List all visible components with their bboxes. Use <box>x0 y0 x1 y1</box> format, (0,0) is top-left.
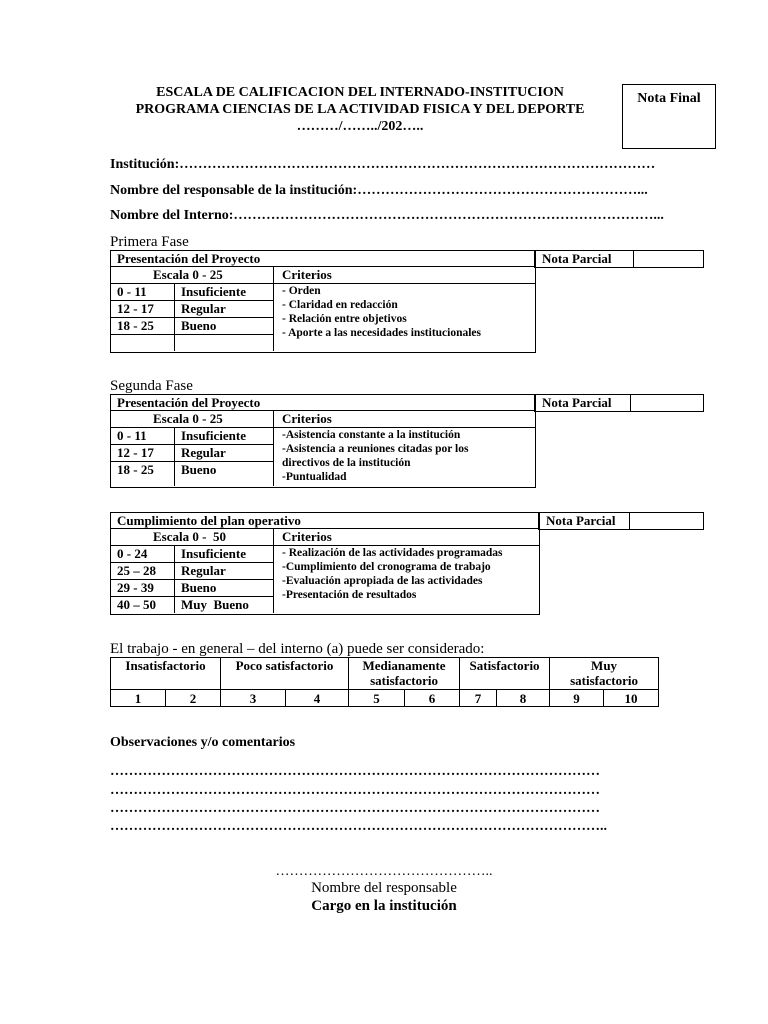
rating-option-7[interactable]: 7 <box>460 690 497 707</box>
rating-option-6[interactable]: 6 <box>405 690 460 707</box>
fase2-criterio: -Asistencia a reuniones citadas por los <box>282 443 469 455</box>
title-line-1: ESCALA DE CALIFICACION DEL INTERNADO-INSTITUCION <box>156 85 564 100</box>
fase2-header: Presentación del Proyecto <box>117 395 261 410</box>
observaciones-line[interactable]: …………………………………………………………………………………………… <box>110 764 600 779</box>
plan-criterios-label: Criterios <box>282 529 332 544</box>
fase2-label: Bueno <box>181 462 217 477</box>
plan-vline <box>273 528 274 613</box>
fase2-criterio: -Asistencia constante a la institución <box>282 429 461 441</box>
title-line-2: PROGRAMA CIENCIAS DE LA ACTIVIDAD FISICA Y DEL DEPORTE <box>135 102 585 117</box>
plan-range: 40 – 50 <box>117 597 156 612</box>
fase1-divider <box>110 334 274 335</box>
plan-header: Cumplimiento del plan operativo <box>117 513 301 528</box>
observaciones-title: Observaciones y/o comentarios <box>110 735 296 750</box>
primera-fase-title: Primera Fase <box>110 234 189 250</box>
plan-label: Bueno <box>181 580 217 595</box>
rating-option-8[interactable]: 8 <box>497 690 550 707</box>
nota-final-label: Nota Final <box>637 91 701 106</box>
rating-option-5[interactable]: 5 <box>349 690 405 707</box>
rating-option-1[interactable]: 1 <box>111 690 166 707</box>
fase1-escala: Escala 0 - 25 <box>153 267 223 282</box>
signature-line[interactable]: ……………………………………….. <box>275 864 493 879</box>
rating-category: Poco satisfactorio <box>221 658 349 690</box>
segunda-fase-title: Segunda Fase <box>110 378 193 394</box>
plan-range: 25 – 28 <box>117 563 156 578</box>
rating-category: Insatisfactorio <box>111 658 221 690</box>
rating-option-10[interactable]: 10 <box>604 690 659 707</box>
plan-nota-parcial: Nota Parcial <box>546 513 616 528</box>
fase2-criterios-label: Criterios <box>282 411 332 426</box>
rating-category: Satisfactorio <box>460 658 550 690</box>
fase1-label: Insuficiente <box>181 284 246 299</box>
signature-cargo: Cargo en la institución <box>311 898 457 914</box>
plan-range: 0 - 24 <box>117 546 148 561</box>
fase1-header: Presentación del Proyecto <box>117 251 261 266</box>
fase2-vline <box>273 410 274 486</box>
date-line: ………/……../202….. <box>296 119 424 134</box>
fase1-nota-divider <box>633 250 634 267</box>
plan-criterio: - Realización de las actividades programadas <box>282 547 503 559</box>
observaciones-line[interactable]: …………………………………………………………………………………………… <box>110 783 600 798</box>
fase1-criterios-label: Criterios <box>282 267 332 282</box>
rating-option-4[interactable]: 4 <box>286 690 349 707</box>
plan-nota-divider <box>629 512 630 529</box>
rating-table <box>110 657 659 707</box>
fase1-nota-parcial: Nota Parcial <box>542 251 612 266</box>
fase1-range: 0 - 11 <box>117 284 147 299</box>
rating-category: Medianamente satisfactorio <box>349 658 460 690</box>
plan-criterio: -Presentación de resultados <box>282 589 417 601</box>
fase2-range: 0 - 11 <box>117 428 147 443</box>
rating-option-9[interactable]: 9 <box>550 690 604 707</box>
fase2-range: 12 - 17 <box>117 445 154 460</box>
rating-option-2[interactable]: 2 <box>166 690 221 707</box>
signature-name: Nombre del responsable <box>311 880 457 896</box>
fase1-criterio: - Claridad en redacción <box>282 299 398 311</box>
fase2-criterio: -Puntualidad <box>282 471 347 483</box>
plan-label: Regular <box>181 563 226 578</box>
rating-option-3[interactable]: 3 <box>221 690 286 707</box>
fase1-criterio: - Aporte a las necesidades institucionales <box>282 327 482 339</box>
fase2-criterio: directivos de la institución <box>282 457 411 469</box>
plan-label: Insuficiente <box>181 546 246 561</box>
fase2-nota-parcial: Nota Parcial <box>542 395 612 410</box>
responsable-field[interactable]: Nombre del responsable de la institución:……………………………………………………... <box>110 183 648 198</box>
interno-field[interactable]: Nombre del Interno:………………………………………………………………………………... <box>110 208 664 223</box>
plan-label: Muy Bueno <box>181 597 249 612</box>
observaciones-line[interactable]: …………………………………………………………………………………………….. <box>110 819 607 834</box>
plan-criterio: -Cumplimiento del cronograma de trabajo <box>282 561 491 573</box>
rating-intro: El trabajo - en general – del interno (a) puede ser considerado: <box>110 641 485 657</box>
fase2-vline <box>174 427 175 486</box>
fase1-criterio: - Orden <box>282 285 321 297</box>
fase1-range: 18 - 25 <box>117 318 154 333</box>
fase1-criterio: - Relación entre objetivos <box>282 313 407 325</box>
observaciones-line[interactable]: …………………………………………………………………………………………… <box>110 801 600 816</box>
fase1-label: Regular <box>181 301 226 316</box>
fase1-label: Bueno <box>181 318 217 333</box>
fase2-range: 18 - 25 <box>117 462 154 477</box>
fase1-range: 12 - 17 <box>117 301 154 316</box>
plan-criterio: -Evaluación apropiada de las actividades <box>282 575 483 587</box>
plan-range: 29 - 39 <box>117 580 154 595</box>
nota-final-box[interactable] <box>622 84 716 149</box>
plan-escala: Escala 0 - 50 <box>153 529 226 544</box>
fase2-nota-divider <box>630 394 631 411</box>
fase1-vline <box>273 266 274 351</box>
institucion-field[interactable]: Institución:………………………………………………………………………………………… <box>110 157 656 172</box>
fase2-escala: Escala 0 - 25 <box>153 411 223 426</box>
fase2-label: Insuficiente <box>181 428 246 443</box>
rating-category: Muy satisfactorio <box>550 658 659 690</box>
fase2-label: Regular <box>181 445 226 460</box>
